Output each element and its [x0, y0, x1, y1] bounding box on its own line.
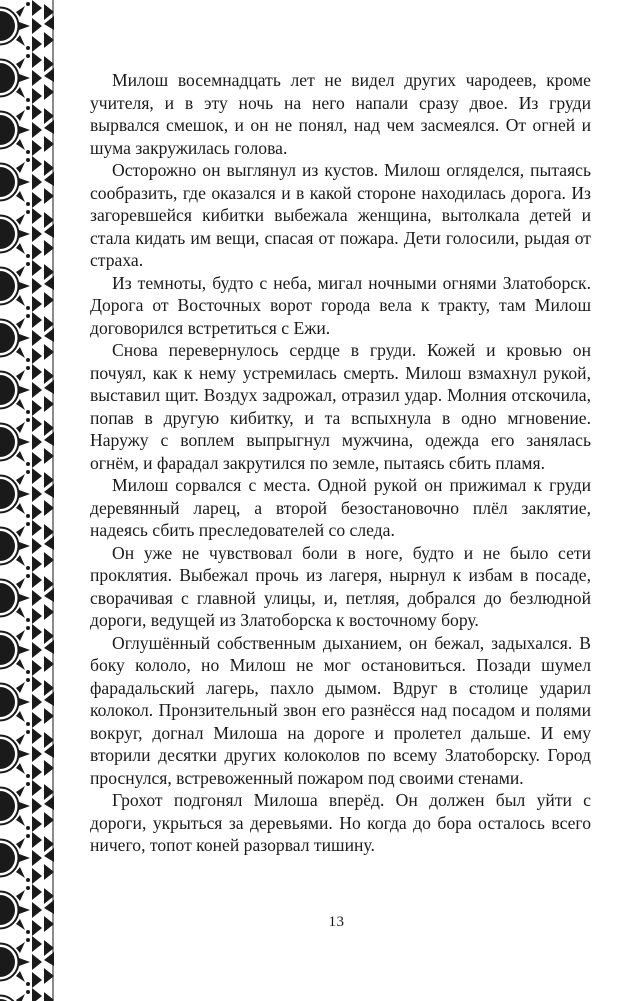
- paragraph: Осторожно он выглянул из кустов. Милош огляделся, пытаясь сообразить, где оказался и в какой стороне находилась дорога. Из загоревшейся кибитки выбежала женщина, вытолкала детей и стала кидать им вещи, спасая от пожара. Дети голосили, рыдая от страха.: [90, 160, 591, 270]
- ornamental-border: [0, 0, 54, 1001]
- paragraph: Снова перевернулось сердце в груди. Кожей и кровью он почуял, как к нему устремилась смерть. Милош взмахнул рукой, выставил щит. Воздух задрожал, отразил удар. Молния отскочила, попав в другую кибитку, и та вспыхнула в одно мгновение. Наружу с воплем выпрыгнул мужчина, одежда его занялась огнём, и фарадал закрутился по земле, пытаясь сбить пламя.: [90, 340, 591, 473]
- page-number: 13: [328, 914, 345, 930]
- paragraph: Милош восемнадцать лет не видел других чародеев, кроме учителя, и в эту ночь на него напали сразу двое. Из груди вырвался смешок, и он не понял, над чем засмеялся. От огней и шума закружилась голова.: [90, 70, 591, 158]
- ornament-pattern-icon: [0, 0, 54, 1001]
- paragraph: Грохот подгонял Милоша вперёд. Он должен был уйти с дороги, укрыться за деревьями. Но когда до бора осталось всего ничего, топот коней разорвал тишину.: [90, 790, 591, 855]
- paragraph: Оглушённый собственным дыханием, он бежал, задыхался. В боку кололо, но Милош не мог остановиться. Позади шумел фарадальский лагерь, пахло дымом. Вдруг в столице ударил колокол. Пронзительный звон его разнёсся над посадом и полями вокруг, догнал Милоша на дороге и пролетел дальше. И ему вторили десятки других колоколов по всему Златоборску. Город проснулся, встревоженный пожаром под своими стенами.: [90, 632, 591, 788]
- paragraph: Из темноты, будто с неба, мигал ночными огнями Златоборск. Дорога от Восточных ворот города вела к тракту, там Милош договорился встретиться с Ежи.: [90, 272, 591, 338]
- paragraph: Милош сорвался с места. Одной рукой он прижимал к груди деревянный ларец, а второй безостановочно плёл заклятие, надеясь сбить преследователей со следа.: [90, 475, 591, 540]
- body-text: [90, 69, 591, 857]
- paragraph: Он уже не чувствовал боли в ноге, будто и не было сети проклятия. Выбежал прочь из лагеря, нырнул к избам в посаде, сворачивая с главной улицы, и, петляя, добрался до безлюдной дороги, ведущей из Златоборска к восточному бору.: [90, 542, 591, 630]
